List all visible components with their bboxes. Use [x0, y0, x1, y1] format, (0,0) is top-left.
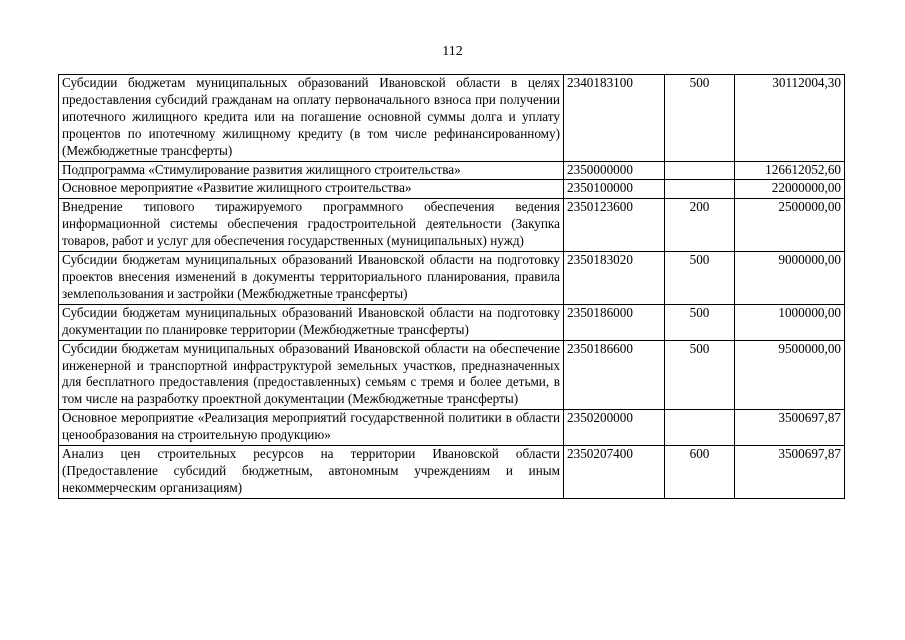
row-expense-type: 500	[665, 252, 735, 305]
row-code: 2350200000	[564, 410, 665, 446]
row-code: 2350000000	[564, 161, 665, 180]
row-name: Анализ цен строительных ресурсов на территории Ивановской области (Предоставление субсидий бюджетным, автономным учреждениям и иным некоммерческим организациям)	[59, 446, 564, 499]
row-code: 2350186000	[564, 304, 665, 340]
row-name: Подпрограмма «Стимулирование развития жилищного строительства»	[59, 161, 564, 180]
table-row	[59, 410, 845, 446]
table-row	[59, 199, 845, 252]
row-name: Субсидии бюджетам муниципальных образований Ивановской области в целях предоставления субсидий гражданам на оплату первоначального взноса при получении ипотечного жилищного кредита или на погашение основной суммы долга и уплату процентов по ипотечному жилищному кредиту (в том числе рефинансированному) (Межбюджетные трансферты)	[59, 75, 564, 162]
table-row	[59, 340, 845, 410]
row-expense-type: 500	[665, 304, 735, 340]
page-number: 112	[442, 44, 463, 59]
row-name: Внедрение типового тиражируемого программного обеспечения ведения информационной системы обеспечения градостроительной деятельности (Закупка товаров, работ и услуг для обеспечения государственных (муниципальных) нужд)	[59, 199, 564, 252]
table-row	[59, 180, 845, 199]
row-code: 2340183100	[564, 75, 665, 162]
row-amount: 3500697,87	[735, 446, 845, 499]
row-expense-type: 200	[665, 199, 735, 252]
table-row	[59, 252, 845, 305]
row-expense-type	[665, 161, 735, 180]
budget-table	[58, 74, 845, 499]
row-expense-type: 500	[665, 340, 735, 410]
row-expense-type	[665, 410, 735, 446]
row-amount: 3500697,87	[735, 410, 845, 446]
row-expense-type: 600	[665, 446, 735, 499]
row-name: Субсидии бюджетам муниципальных образований Ивановской области на подготовку документации по планировке территории (Межбюджетные трансферты)	[59, 304, 564, 340]
row-amount: 22000000,00	[735, 180, 845, 199]
row-code: 2350207400	[564, 446, 665, 499]
row-amount: 126612052,60	[735, 161, 845, 180]
row-amount: 1000000,00	[735, 304, 845, 340]
row-expense-type	[665, 180, 735, 199]
table-row	[59, 161, 845, 180]
table-row	[59, 75, 845, 162]
row-amount: 9000000,00	[735, 252, 845, 305]
row-name: Субсидии бюджетам муниципальных образований Ивановской области на обеспечение инженерной и транспортной инфраструктурой земельных участков, предназначенных для бесплатного предоставления (предоставленных) семьям с тремя и более детьми, в том числе на разработку проектной документации (Межбюджетные трансферты)	[59, 340, 564, 410]
row-name: Основное мероприятие «Реализация мероприятий государственной политики в области ценообразования на строительную продукцию»	[59, 410, 564, 446]
row-name: Субсидии бюджетам муниципальных образований Ивановской области на подготовку проектов внесения изменений в документы территориального планирования, правила землепользования и застройки (Межбюджетные трансферты)	[59, 252, 564, 305]
row-code: 2350183020	[564, 252, 665, 305]
row-code: 2350100000	[564, 180, 665, 199]
row-amount: 9500000,00	[735, 340, 845, 410]
row-code: 2350186600	[564, 340, 665, 410]
table-row	[59, 304, 845, 340]
table-row	[59, 446, 845, 499]
row-name: Основное мероприятие «Развитие жилищного строительства»	[59, 180, 564, 199]
row-expense-type: 500	[665, 75, 735, 162]
row-amount: 30112004,30	[735, 75, 845, 162]
row-amount: 2500000,00	[735, 199, 845, 252]
row-code: 2350123600	[564, 199, 665, 252]
